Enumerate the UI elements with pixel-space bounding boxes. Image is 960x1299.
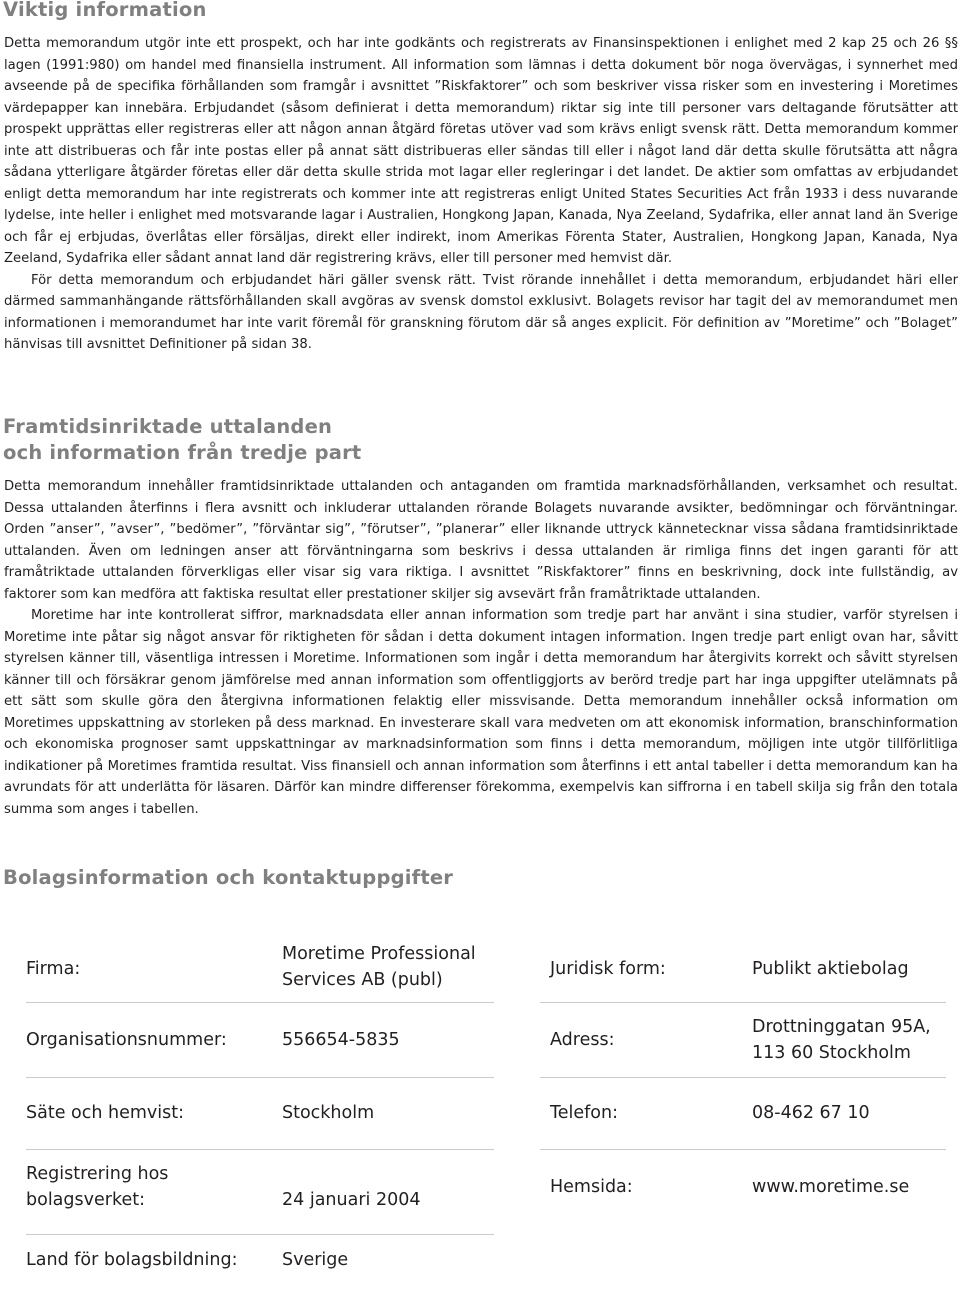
value-registrering: 24 januari 2004 <box>282 1190 421 1210</box>
heading-framtid-line-1: Framtidsinriktade uttalanden <box>3 415 333 438</box>
value-juridisk-form: Publikt aktiebolag <box>752 959 909 979</box>
value-adress-line-1: Drottninggatan 95A, <box>752 1017 931 1037</box>
label-firma: Firma: <box>26 959 81 979</box>
divider <box>26 1002 494 1003</box>
value-land-for-bolagsbildning: Sverige <box>282 1250 349 1270</box>
label-juridisk-form: Juridisk form: <box>550 959 666 979</box>
heading-viktig-information: Viktig information <box>3 0 207 21</box>
value-firma <box>282 941 476 993</box>
label-organisationsnummer: Organisationsnummer: <box>26 1030 227 1050</box>
divider <box>26 1234 494 1235</box>
divider <box>26 1077 494 1078</box>
label-adress: Adress: <box>550 1030 615 1050</box>
value-telefon: 08-462 67 10 <box>752 1103 870 1123</box>
framtid-text <box>4 476 958 820</box>
value-adress-line-2: 113 60 Stockholm <box>752 1043 911 1063</box>
label-registrering-line-2: bolagsverket: <box>26 1190 145 1210</box>
value-sate-och-hemvist: Stockholm <box>282 1103 375 1123</box>
value-adress <box>752 1014 931 1066</box>
viktig-information-text <box>4 33 958 356</box>
heading-bolagsinformation: Bolagsinformation och kontaktuppgifter <box>3 866 454 889</box>
value-hemsida: www.moretime.se <box>752 1177 910 1197</box>
divider <box>26 1149 494 1150</box>
company-info-table <box>0 932 960 1292</box>
divider <box>540 1077 946 1078</box>
value-firma-line-2: Services AB (publ) <box>282 970 443 990</box>
value-firma-line-1: Moretime Professional <box>282 944 476 964</box>
label-telefon: Telefon: <box>550 1103 618 1123</box>
viktig-paragraph-2: För detta memorandum och erbjudandet häri gäller svensk rätt. Tvist rörande innehållet i detta memorandum, erbjudandet häri eller därmed sammanhängande rättsförhållanden skall avgöras av svensk domstol exklusivt. Bolagets revisor har tagit del av memorandumet men informationen i memorandumet har inte varit föremål för granskning förutom där så anges explicit. För definition av ”Moretime” och ”Bolaget” hänvisas till avsnittet Definitioner på sidan 38. <box>4 272 958 352</box>
viktig-paragraph-1: Detta memorandum utgör inte ett prospekt, och har inte godkänts och registrerats av Finansinspektionen i enlighet med 2 kap 25 och 26 §§ lagen (1991:980) om handel med finansiella instrument. All information som lämnas i detta dokument bör noga övervägas, i synnerhet med avseende på de specifika förhållanden som framgår i avsnittet ”Riskfaktorer” och som beskriver vissa risker som en investering i Moretimes värdepapper kan innebära. Erbjudandet (såsom definierat i detta memorandum) riktar sig inte till personer vars deltagande förutsätter att prospekt upprättas eller registreras eller att någon annan åtgärd företas utöver vad som krävs enligt svensk rätt. Detta memorandum kommer inte att distribueras och får inte postas eller på annat sätt distribueras eller sändas till eller i något land där detta skulle förutsätta att några sådana ytterligare åtgärder företas eller där detta skulle strida mot lagar eller regleringar i det landet. De aktier som omfattas av erbjudandet enligt detta memorandum har inte registrerats och kommer inte att registreras enligt United States Securities Act från 1933 i dess nuvarande lydelse, inte heller i enlighet med motsvarande lagar i Australien, Hongkong Japan, Kanada, Nya Zeeland, Sydafrika, eller annat land än Sverige och får ej erbjudas, överlåtas eller försäljas, direkt eller indirekt, inom Amerikas Förenta Stater, Australien, Hongkong Japan, Kanada, Nya Zeeland, Sydafrika eller sådant annat land där registrering krävs, eller till personer med hemvist där. <box>4 36 958 266</box>
label-land-for-bolagsbildning: Land för bolagsbildning: <box>26 1250 238 1270</box>
framtid-paragraph-2: Moretime har inte kontrollerat siffror, marknadsdata eller annan information som tredje part har använt i sina studier, varför styrelsen i Moretime inte påtar sig något ansvar för riktigheten för sådan i detta dokument intagen information. Ingen tredje part enligt ovan har, såvitt styrelsen känner till, väsentliga intressen i Moretime. Informationen som ingår i detta memorandum har återgivits korrekt och såvitt styrelsen känner till och försäkrar genom jämförelse med annan information som offentliggjorts av berörd tredje part har inga uppgifter utelämnats på ett sätt som skulle göra den återgivna informationen felaktig eller missvisande. Detta memorandum innehåller också information om Moretimes uppskattning av storleken på dess marknad. En investerare skall vara medveten om att ekonomisk information, branschinformation och ekonomiska prognoser samt uppskattningar av marknadsinformation som finns i detta memorandum, möjligen inte utgör tillförlitliga indikationer på Moretimes framtida resultat. Viss finansiell och annan information som återfinns i ett antal tabeller i detta memorandum kan ha avrundats för att underlätta för läsaren. Därför kan mindre differenser förekomma, exempelvis kan siffrorna i en tabell skilja sig från den totala summa som anges i tabellen. <box>4 608 958 817</box>
value-organisationsnummer: 556654-5835 <box>282 1030 400 1050</box>
label-sate-och-hemvist: Säte och hemvist: <box>26 1103 185 1123</box>
divider <box>540 1002 946 1003</box>
label-registrering <box>26 1161 168 1213</box>
framtid-paragraph-1: Detta memorandum innehåller framtidsinriktade uttalanden och antaganden om framtida marknadsförhållanden, verksamhet och resultat. Dessa uttalanden återfinns i flera avsnitt och inkluderar uttalanden rörande Bolagets nuvarande avsikter, bedömningar och förväntningar. Orden ”anser”, ”avser”, ”bedömer”, ”förväntar sig”, ”förutser”, ”planerar” eller liknande uttryck kännetecknar vissa sådana framtidsinriktade uttalanden. Även om ledningen anser att förväntningarna som beskrivs i dessa uttalanden är rimliga finns det ingen garanti för att framåtriktade uttalanden förverkligas eller visar sig vara riktiga. I avsnittet ”Riskfaktorer” finns en beskrivning, dock inte fullständig, av faktorer som kan medföra att faktiska resultat eller prestationer skiljer sig avsevärt från framåtriktade uttalanden. <box>4 479 958 602</box>
label-registrering-line-1: Registrering hos <box>26 1164 169 1184</box>
heading-framtidsinriktade <box>3 414 361 466</box>
label-hemsida: Hemsida: <box>550 1177 633 1197</box>
heading-framtid-line-2: och information från tredje part <box>3 441 362 464</box>
divider <box>540 1149 946 1150</box>
